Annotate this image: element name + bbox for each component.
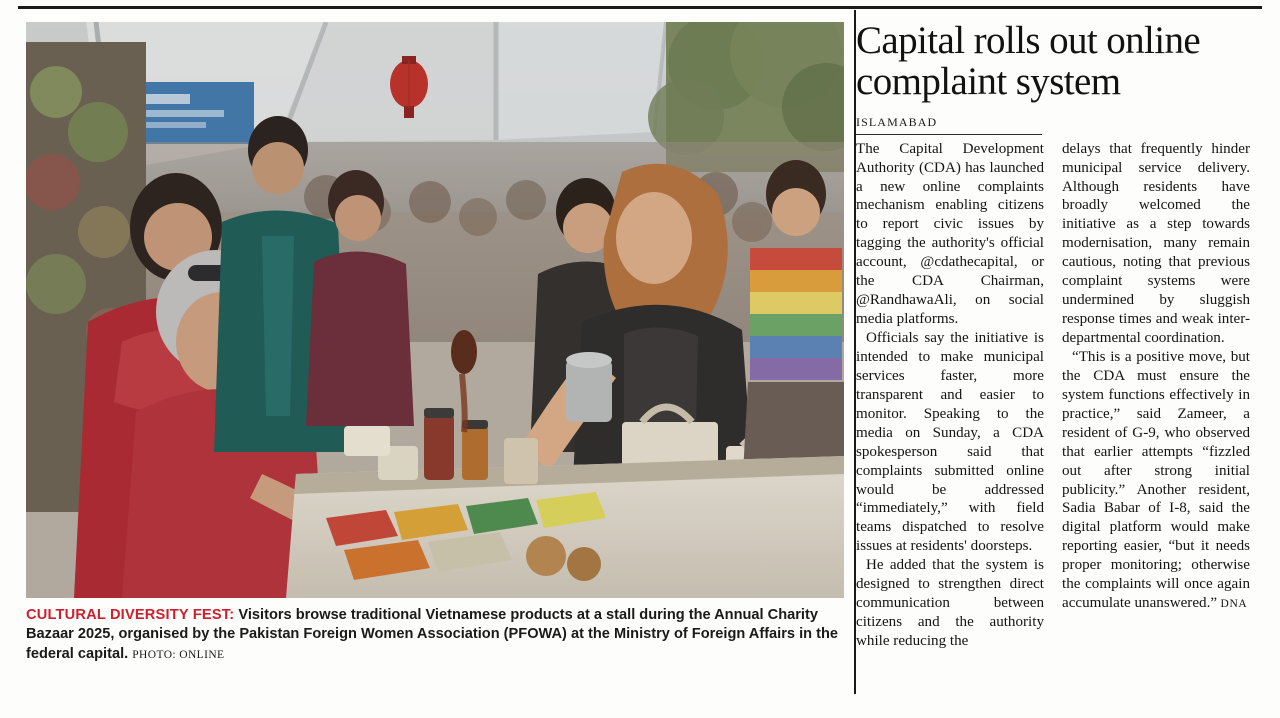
- dateline-wrapper: [856, 113, 1042, 135]
- paragraph: Officials say the initiative is intended to make municipal services faster, more transparent and easier to monitor. Speaking to the media on Sunday, a CDA spokesperson said that complaints submitted online would be addressed “immediately,” with field teams dispatched to resolve issues at residents' doorsteps.: [856, 330, 1044, 555]
- article-headline: Capital rolls out online complaint system: [856, 19, 1201, 104]
- cultural-diversity-fest-photo: [26, 22, 844, 598]
- paragraph: He added that the system is designed to strengthen direct communication between citizens and the authority while reducing the: [856, 557, 1044, 650]
- article: [856, 20, 1260, 692]
- top-rule-divider: [18, 6, 1262, 9]
- article-columns: [856, 140, 1260, 651]
- caption-text: Visitors browse traditional Vietnamese products at a stall during the Annual Charity Bazaar 2025, organised by the Pakistan Foreign Women Association (PFOWA) at the Ministry of Foreign Affairs in the federal capital.: [26, 607, 838, 662]
- paragraph: The Capital Development Authority (CDA) has launched a new online complaints mechanism enabling citizens to report civic issues by tagging the authority's official account, @cdathecapital, or the CDA Chairman, @RandhawaAli, on social media platforms.: [856, 140, 1044, 328]
- article-byline: DNA: [1217, 598, 1248, 611]
- paragraph-text: “This is a positive move, but the CDA must ensure the system functions effectively in practice,” said Zameer, a resident of G-9, who observed that earlier attempts “fizzled out after strong initial publicity.” Another resident, Sadia Babar of I-8, said the digital platform would make reporting easier, “but it needs proper monitoring; otherwise the complaints will once again accumulate unanswered.”: [1062, 348, 1250, 612]
- article-dateline: ISLAMABAD: [856, 114, 938, 129]
- paragraph: [1062, 348, 1250, 613]
- photo-caption: [26, 598, 844, 664]
- paragraph: delays that frequently hinder municipal service delivery. Although residents have broadly welcomed the initiative as a step towards modernisation, many remain cautious, noting that previous complaint systems were undermined by sluggish response times and weak inter-departmental coordination.: [1062, 140, 1250, 347]
- photo-block: [26, 22, 844, 692]
- article-column-left: [856, 140, 1044, 651]
- photo-credit: PHOTO: ONLINE: [132, 648, 225, 661]
- article-column-right: [1062, 140, 1250, 651]
- caption-kicker: CULTURAL DIVERSITY FEST:: [26, 607, 235, 623]
